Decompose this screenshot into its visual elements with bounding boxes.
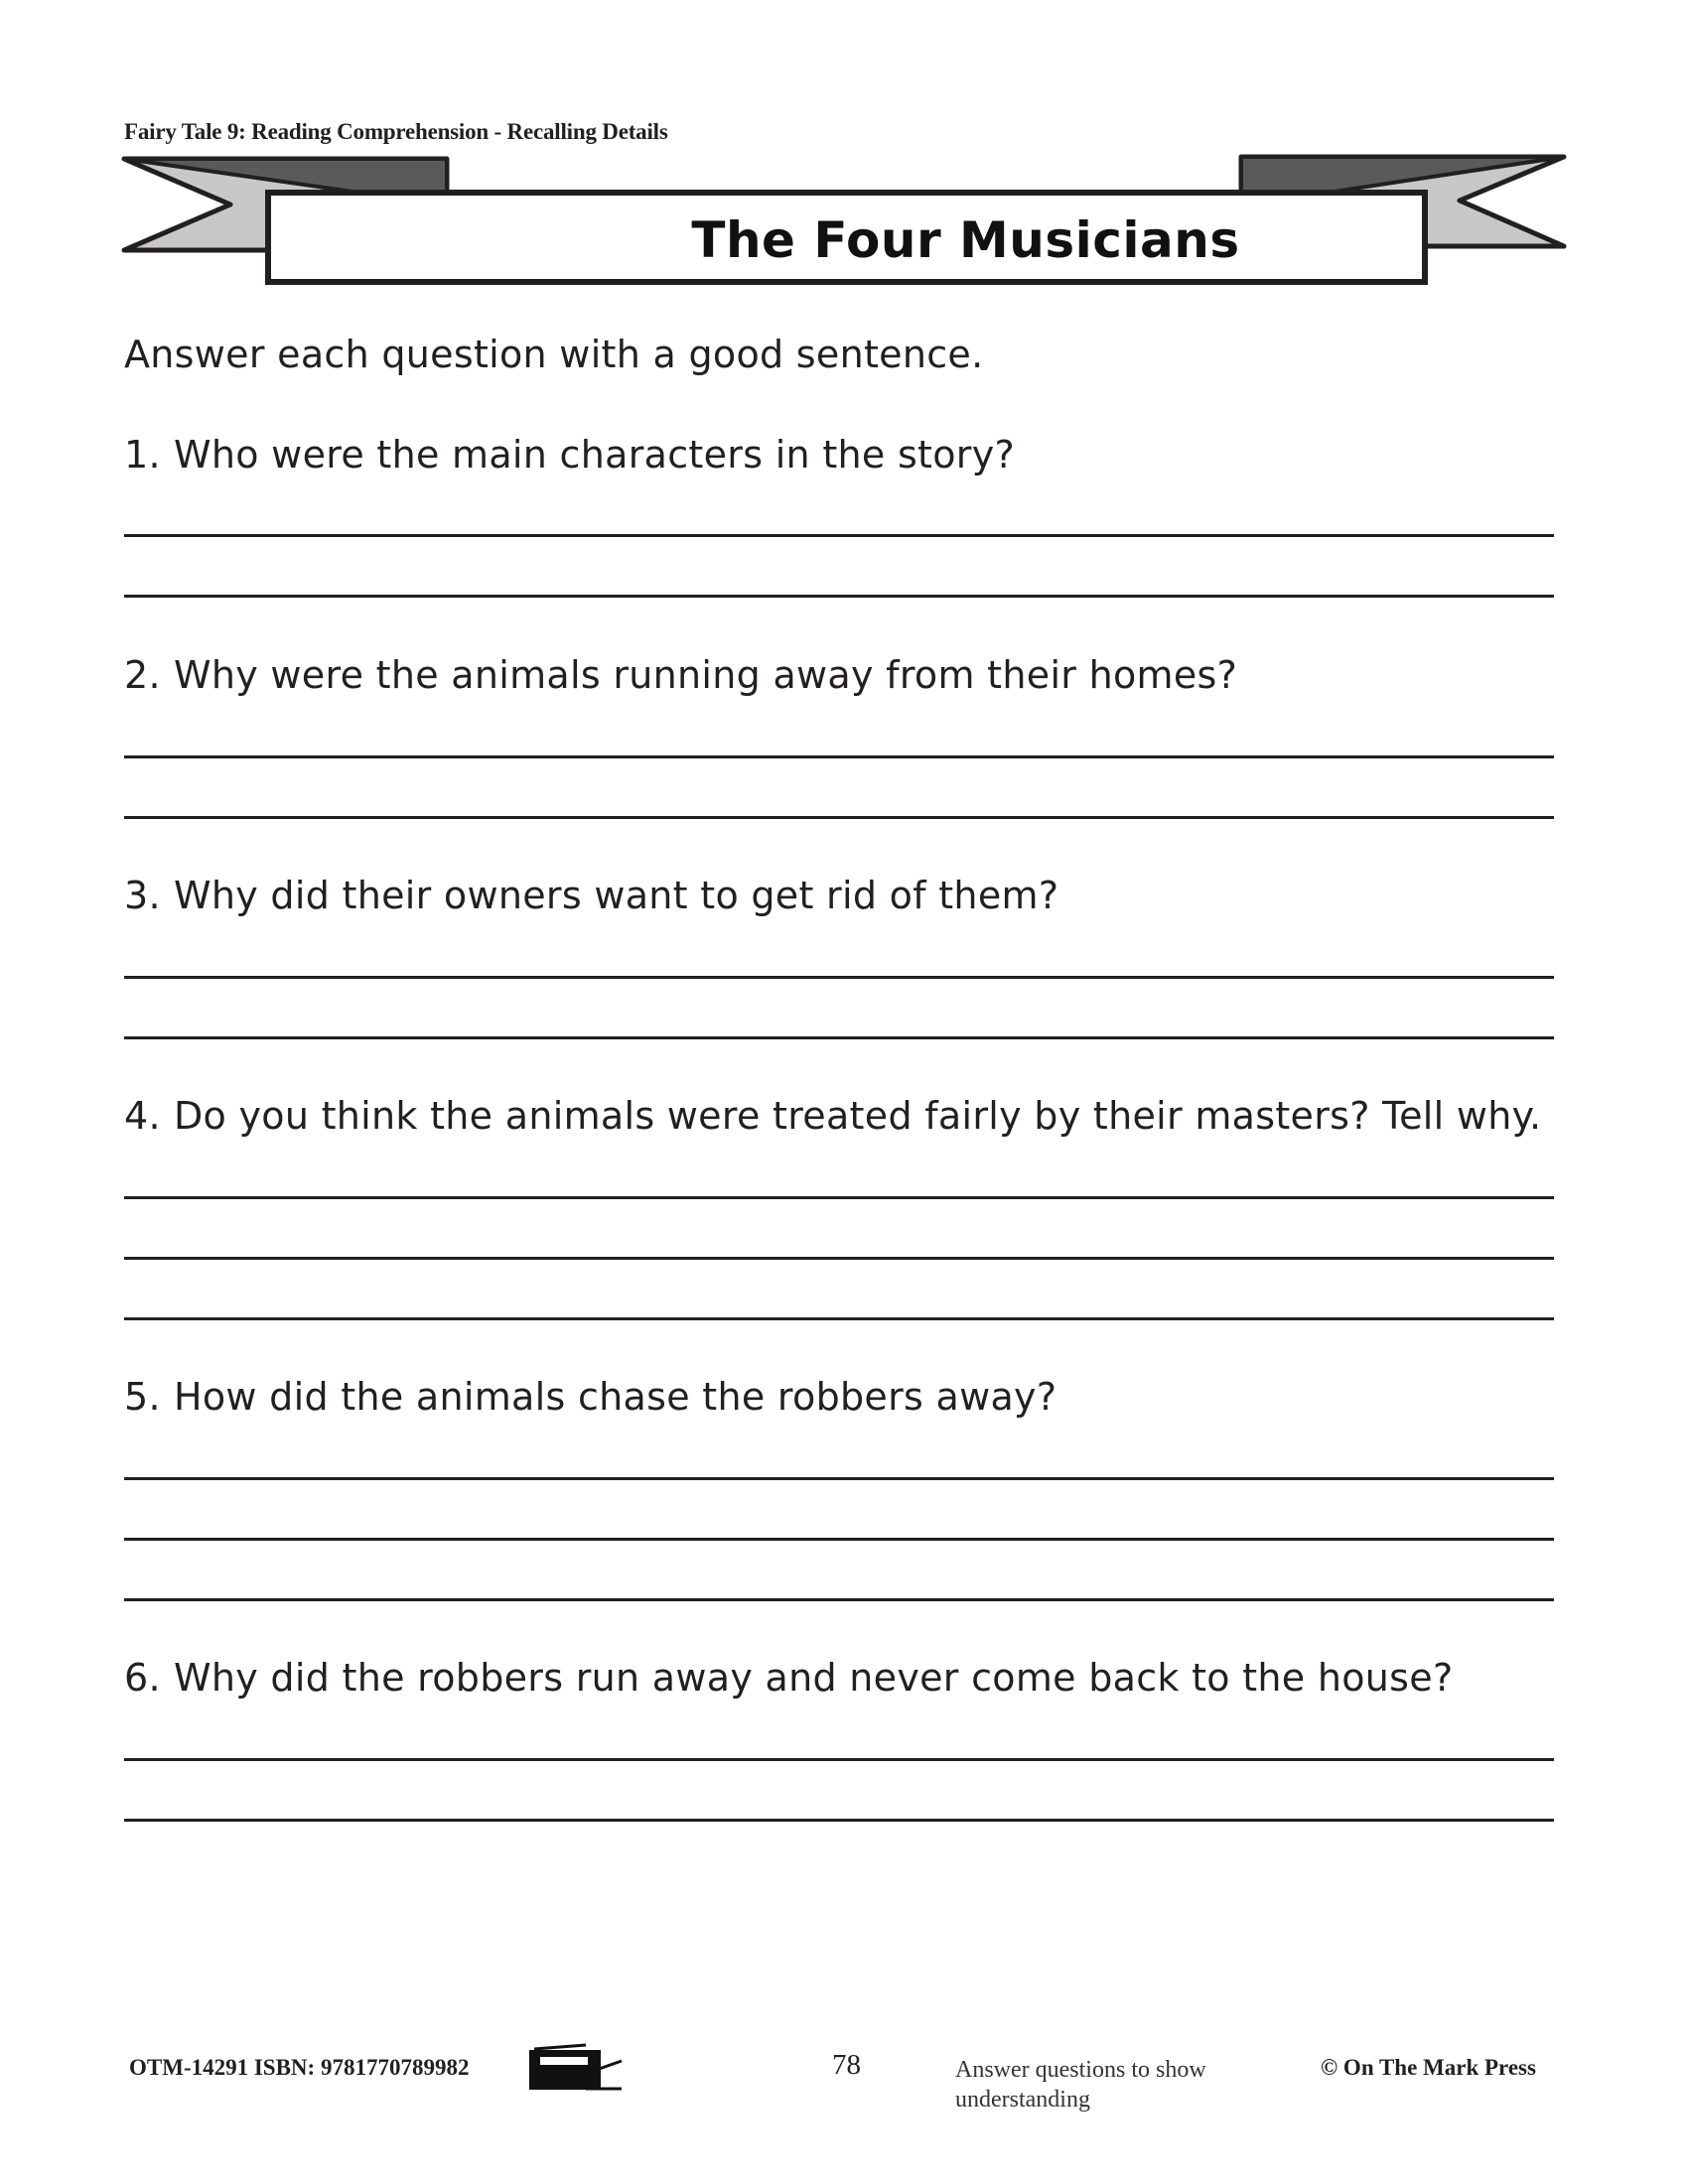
answer-line[interactable] (124, 1196, 1554, 1199)
question-6 (124, 1656, 1453, 1700)
question-number: 6. (124, 1656, 161, 1700)
question-number: 4. (124, 1094, 161, 1138)
answer-line[interactable] (124, 534, 1554, 537)
question-5 (124, 1375, 1056, 1419)
question-3 (124, 874, 1058, 917)
copyright: © On The Mark Press (1321, 2055, 1536, 2080)
answer-line[interactable] (124, 1819, 1554, 1822)
question-text: Why did their owners want to get rid of them? (174, 874, 1059, 917)
question-text: How did the animals chase the robbers away? (174, 1375, 1057, 1419)
answer-line[interactable] (124, 1257, 1554, 1260)
question-4 (124, 1094, 1541, 1138)
question-text: Why were the animals running away from their homes? (174, 653, 1238, 697)
question-text: Who were the main characters in the story? (174, 433, 1015, 477)
footer-note: Answer questions to show understanding (955, 2057, 1206, 2113)
answer-line[interactable] (124, 976, 1554, 979)
question-number: 3. (124, 874, 161, 917)
answer-line[interactable] (124, 1598, 1554, 1601)
title-banner (119, 149, 1569, 298)
answer-line[interactable] (124, 1758, 1554, 1761)
question-number: 1. (124, 433, 161, 477)
question-number: 5. (124, 1375, 161, 1419)
header-breadcrumb: Fairy Tale 9: Reading Comprehension - Recalling Details (124, 119, 668, 144)
question-number: 2. (124, 653, 161, 697)
footer-code-isbn: OTM-14291 ISBN: 9781770789982 (129, 2055, 470, 2080)
answer-line[interactable] (124, 1036, 1554, 1039)
instructions-text: Answer each question with a good sentence. (124, 333, 984, 376)
question-2 (124, 653, 1237, 697)
answer-line[interactable] (124, 1317, 1554, 1320)
answer-line[interactable] (124, 755, 1554, 758)
answer-line[interactable] (124, 1477, 1554, 1480)
page-title: The Four Musicians (691, 211, 1240, 269)
question-text: Why did the robbers run away and never come back to the house? (174, 1656, 1454, 1700)
answer-line[interactable] (124, 1538, 1554, 1541)
question-text: Do you think the animals were treated fairly by their masters? Tell why. (174, 1094, 1542, 1138)
answer-line[interactable] (124, 816, 1554, 819)
page-number: 78 (832, 2049, 861, 2081)
question-1 (124, 433, 1015, 477)
answer-line[interactable] (124, 595, 1554, 598)
writing-pad-icon (526, 2043, 626, 2099)
